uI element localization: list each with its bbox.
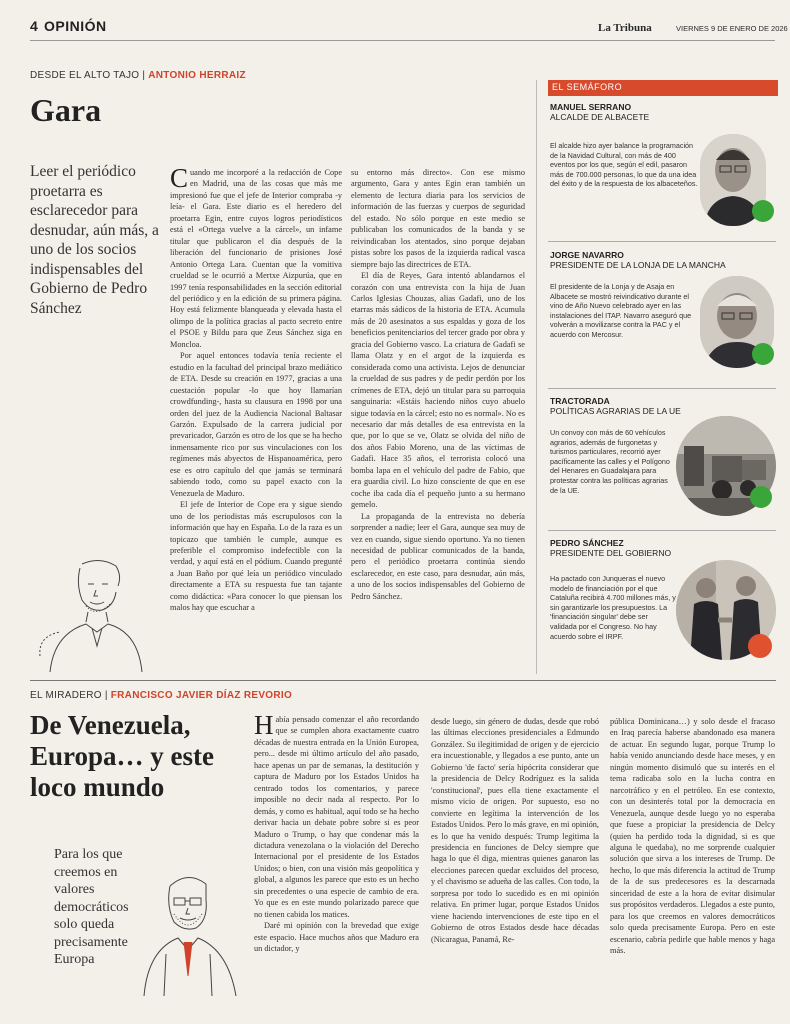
- traffic-light-dot: [750, 486, 772, 508]
- article1-column-1: [170, 167, 342, 667]
- paragraph: Por aquel entonces todavía tenía reciente el estudio en la facultad del principal brazo mediático de ETA. Desde su creación en 1977, gracias a una cuestación popular -lo que hoy llamarían crowdfunding-, hasta su clausura en 1998 por una orden del juez de la Audiencia Nacional Baltasar Garzón. Expulsado de la carrera judicial por prevaricador, Garzón es otro de los que se ha hecho inmensamente rico por sus vinculaciones con los regímenes más abyectos de Hispanoamérica, pero ese es otro capítulo del que jamás se terminará sabiendo todo, como su papel exacto con la Venezuela de Maduro.: [170, 351, 342, 498]
- author-name: FRANCISCO JAVIER DÍAZ REVORIO: [110, 690, 293, 701]
- item-divider: [548, 241, 776, 242]
- paragraph: uando me incorporé a la redacción de Cope en Madrid, una de las cosas que más me impresionó fue que el jefe de Interior compraba -y leía- el Gara. Este diario es el heredero del proetarra Egin, entre cuyos logros periodísticos está el «Ortega vuelve a la cárcel», un infame titular que publicaron el día después de la liberación del funcionario de prisiones José Antonio Ortega Lara. Cuentan que la vomitiva crueldad se le ocurrió a Mertxe Aizpurúa, que en 1997 tenía responsabilidades en la sección editorial del periódico y en la edición de su primera página. Hoy está felizmente blanqueada y elevada hasta el olimpo de la política gracias al pacto secreto entre el PSOE y Bildu para que Zeus Sánchez siga en Moncloa.: [170, 168, 342, 349]
- paragraph: El jefe de Interior de Cope era y sigue siendo uno de los periodistas más escrupulosos con la información que hay en España. Lo de la raza es un topicazo que también le cumple, aunque es preferible el compromiso indefectible con la verdad, y aquí está en el pódium. Cuando pregunté a Juan Baño por qué leía un periódico vinculado directamente a ETA su respuesta fue tan tajante como didáctica: «Para conocer lo que piensan los malos hay que escuchar a: [170, 500, 342, 613]
- author-portrait-sketch: [140, 866, 240, 996]
- page-number: 4: [30, 18, 38, 34]
- section-divider: [30, 680, 776, 681]
- semaforo-text: Un convoy con más de 60 vehículos agrarios, además de furgonetas y turismos particulares, recorrió ayer pacíficamente las calles y el Polígono del Henares en Guadalajara para protestar contra las políticas agrarias de la UE.: [550, 428, 670, 495]
- semaforo-name: PEDRO SÁNCHEZ: [550, 538, 624, 548]
- paragraph: su entorno más directo». Con ese mismo argumento, Gara y antes Egin eran también un elemento de lectura diaria para los servicios de información de las fuerzas y cuerpos de seguridad del estado. No sólo porque en este medio se publicaban los comunicados de la banda y se reivindicaban los atentados, sino porque dejaban pistas sobre los pasos de la izquierda radical vasca siempre bajo las directrices de ETA.: [351, 168, 525, 269]
- column-name: EL MIRADERO: [30, 690, 102, 701]
- semaforo-role: POLÍTICAS AGRARIAS DE LA UE: [550, 406, 681, 416]
- traffic-light-dot: [752, 343, 774, 365]
- traffic-light-dot: [748, 634, 772, 658]
- paragraph: abía pensado comenzar el año recordando que se cumplen ahora exactamente cuatro décadas de nuestra entrada en la Unión Europea, pero... desde mi último artículo del año pasado, hace apenas un par de semanas, la destitución y captura de Maduro por los Estados Unidos ha centrado todos los comentarios, y parece imposible no decir nada al respecto. Por lo demás, y como es habitual, aquí todo se ha hecho derivar hacia un debate pobre sobre si es peor Maduro o Trump, o hay que condenar más la dictadura venezolana o la violación del Derecho Internacional por el presidente de los Estados Unidos; o bien, con una visión más geopolítica y global, a algunos les parece que esto es un hecho sin precedentes o una especie de cambio de era. Yo que es en este mundo polarizado parece que no tienen cabida los matices.: [254, 715, 419, 919]
- semaforo-name: TRACTORADA: [550, 396, 610, 406]
- paragraph: El día de Reyes, Gara intentó ablandarnos el corazón con una entrevista con la hija de Juan Carlos Iglesias Chouzas, alias Gadafi, uno de los etarras más sádicos de la historia de ETA. Acumula más de 20 asesinatos a sus espaldas y goza de los beneficios penitenciarios del tercer grado por obra y gracia del Gobierno vasco. La criatura de Gadafi se llama Olatz y en el argot de la izquierda es considerada como una activista. Lejos de denunciar la crueldad de sus padres y de pedir perdón por los crímenes de ETA, dejó un titular para su parroquia sanguinaria: «Estáis haciendo niños cuyo abuelo sigue todavía en la cárcel; esto no es normal». No es necesario dar más detalles de esa entrevista en la que, por lo que se ve, Olatz se olvida del niño de dos años Fabio Moreno, una de las víctimas de Gadafi. Hace 35 años, el terrorista colocó una bomba lapa en el vehículo del padre de Fabio, que era guardia civil. Lo hizo consciente de que en ese coche iba cada día el pequeño junto a su hermano gemelo.: [351, 271, 525, 510]
- paragraph: desde luego, sin género de dudas, desde que robó las últimas elecciones presidenciales a Edmundo González. Su ilegitimidad de origen y de ejercicio era incuestionable, y llegados a ese punto, ante un Gobierno 'de facto' sería hipócrita considerar que la presidencia de Delcy Rodríguez es la salida 'constitucional', pues ella tiene exactamente el mismo vicio de origen. Por supuesto, eso no convierte en legítima la intervención de los Estados Unidos. Pero lo más grave, en mi opinión, es lo que ha venido después: Trump legitima la presidencia en funciones de Delcy siempre que haga lo que él diga, mientras quienes ganaron las elecciones parecen quedar excluidos del proceso, y el chavismo se adueña de las calles. Con todo, la sorpresa por todo lo sucedido es en mi opinión relativa. En primer lugar, porque Estados Unidos viene haciendo intervenciones de este tipo en el Gobierno de otros Estados desde hace décadas (Nicaragua, Panamá, Re-: [431, 717, 599, 944]
- semaforo-name: JORGE NAVARRO: [550, 250, 624, 260]
- section-title: OPINIÓN: [44, 18, 107, 34]
- column-name: DESDE EL ALTO TAJO: [30, 70, 140, 81]
- article2-column-1: [254, 714, 419, 1010]
- article2-column-3: [610, 716, 775, 1010]
- header-rule: [30, 40, 775, 41]
- semaforo-text: El alcalde hizo ayer balance la programación de la Navidad Cultural, con más de 400 eventos por los que, según el edil, pasaron más de 700.000 personas, lo que da una idea del éxito y de la respuesta de los albaceteños.: [550, 141, 698, 189]
- dropcap: C: [170, 167, 189, 193]
- semaforo-name: MANUEL SERRANO: [550, 102, 632, 112]
- author-portrait-sketch: [30, 556, 155, 672]
- semaforo-text: El presidente de la Lonja y de Asaja en Albacete se mostró reivindicativo durante el vino de Año Nuevo celebrado ayer en las instalaciones del ITAP. Navarro aseguró que volverán a movilizarse contra la PAC y el acuerdo con Mercosur.: [550, 282, 692, 339]
- paragraph: Daré mi opinión con la brevedad que exige este espacio. Hace muchos años que Maduro era un dictador, y: [254, 921, 419, 954]
- semaforo-title: EL SEMÁFORO: [552, 82, 623, 92]
- semaforo-role: PRESIDENTE DE LA LONJA DE LA MANCHA: [550, 260, 726, 270]
- dropcap: H: [254, 714, 274, 740]
- article1-column-2: [351, 167, 525, 667]
- paragraph: pública Dominicana…) y solo desde el fracaso en Iraq parecía haberse abandonado esa manera de actuar. En segundo lugar, porque Trump lo había venido anunciando desde hace meses, y en ningún momento disimuló que su interés en el tema radicaba solo en la lucha contra en narcotráfico y en el petróleo. En ese contexto, con un desinterés total por la democracia en Venezuela, aunque desde luego yo no esperaba que fuese a propiciar la presidencia de Delcy (quien ha perdido toda la dignidad, si es que alguna le quedaba), no me sorprende cualquier solución que sirva a los intereses de Trump. De hecho, lo que más diferencia la actitud de Trump de la de sus predecesores es la descarnada sinceridad de este a la hora de evitar disimular sus propósitos verdaderos. Llegados a este punto, para los que creemos en valores democráticos solo queda precisamente Europa. Pero en este escenario, cabría pedirle que hable menos y haga más.: [610, 717, 775, 956]
- article2-title: De Venezuela, Europa… y este loco mundo: [30, 710, 215, 802]
- article2-column-2: [431, 716, 599, 1010]
- semaforo-role: ALCALDE DE ALBACETE: [550, 112, 650, 122]
- newspaper-brand: La Tribuna: [598, 22, 652, 34]
- article1-kicker: DESDE EL ALTO TAJO | ANTONIO HERRAIZ: [30, 70, 246, 81]
- issue-date: VIERNES 9 DE ENERO DE 2026: [676, 24, 788, 33]
- author-name: ANTONIO HERRAIZ: [148, 70, 246, 81]
- traffic-light-dot: [752, 200, 774, 222]
- item-divider: [548, 388, 776, 389]
- semaforo-text: Ha pactado con Junqueras el nuevo modelo de financiación por el que Cataluña recibirá 4.700 millones más, y sin garantizarle los presupuestos. La 'financiación singular' debe ser validada por el Congreso. No hay acuerdo sobre el IRPF.: [550, 574, 676, 641]
- semaforo-role: PRESIDENTE DEL GOBIERNO: [550, 548, 672, 558]
- article1-title: Gara: [30, 92, 102, 128]
- item-divider: [548, 530, 776, 531]
- article2-deck: Para los que creemos en valores democráticos solo queda precisamente Europa: [54, 847, 129, 967]
- article2-kicker: EL MIRADERO | FRANCISCO JAVIER DÍAZ REVORIO: [30, 690, 293, 701]
- column-divider: [536, 80, 537, 674]
- paragraph: La propaganda de la entrevista no debería sorprender a nadie; leer el Gara, aunque sea muy de vez en cuando, sigue siendo oportuno. Ya no tienen necesidad de publicar comunicados de la banda, pero el periódico proetarra continúa siendo esclarecedor, en este caso, para desnudar, aún más, a uno de los socios indispensables del Gobierno de Pedro Sánchez.: [351, 511, 525, 601]
- article1-deck: Leer el periódico proetarra es esclarecedor para desnudar, aún más, a uno de los socios indispensables del Gobierno de Pedro Sánchez: [30, 163, 159, 317]
